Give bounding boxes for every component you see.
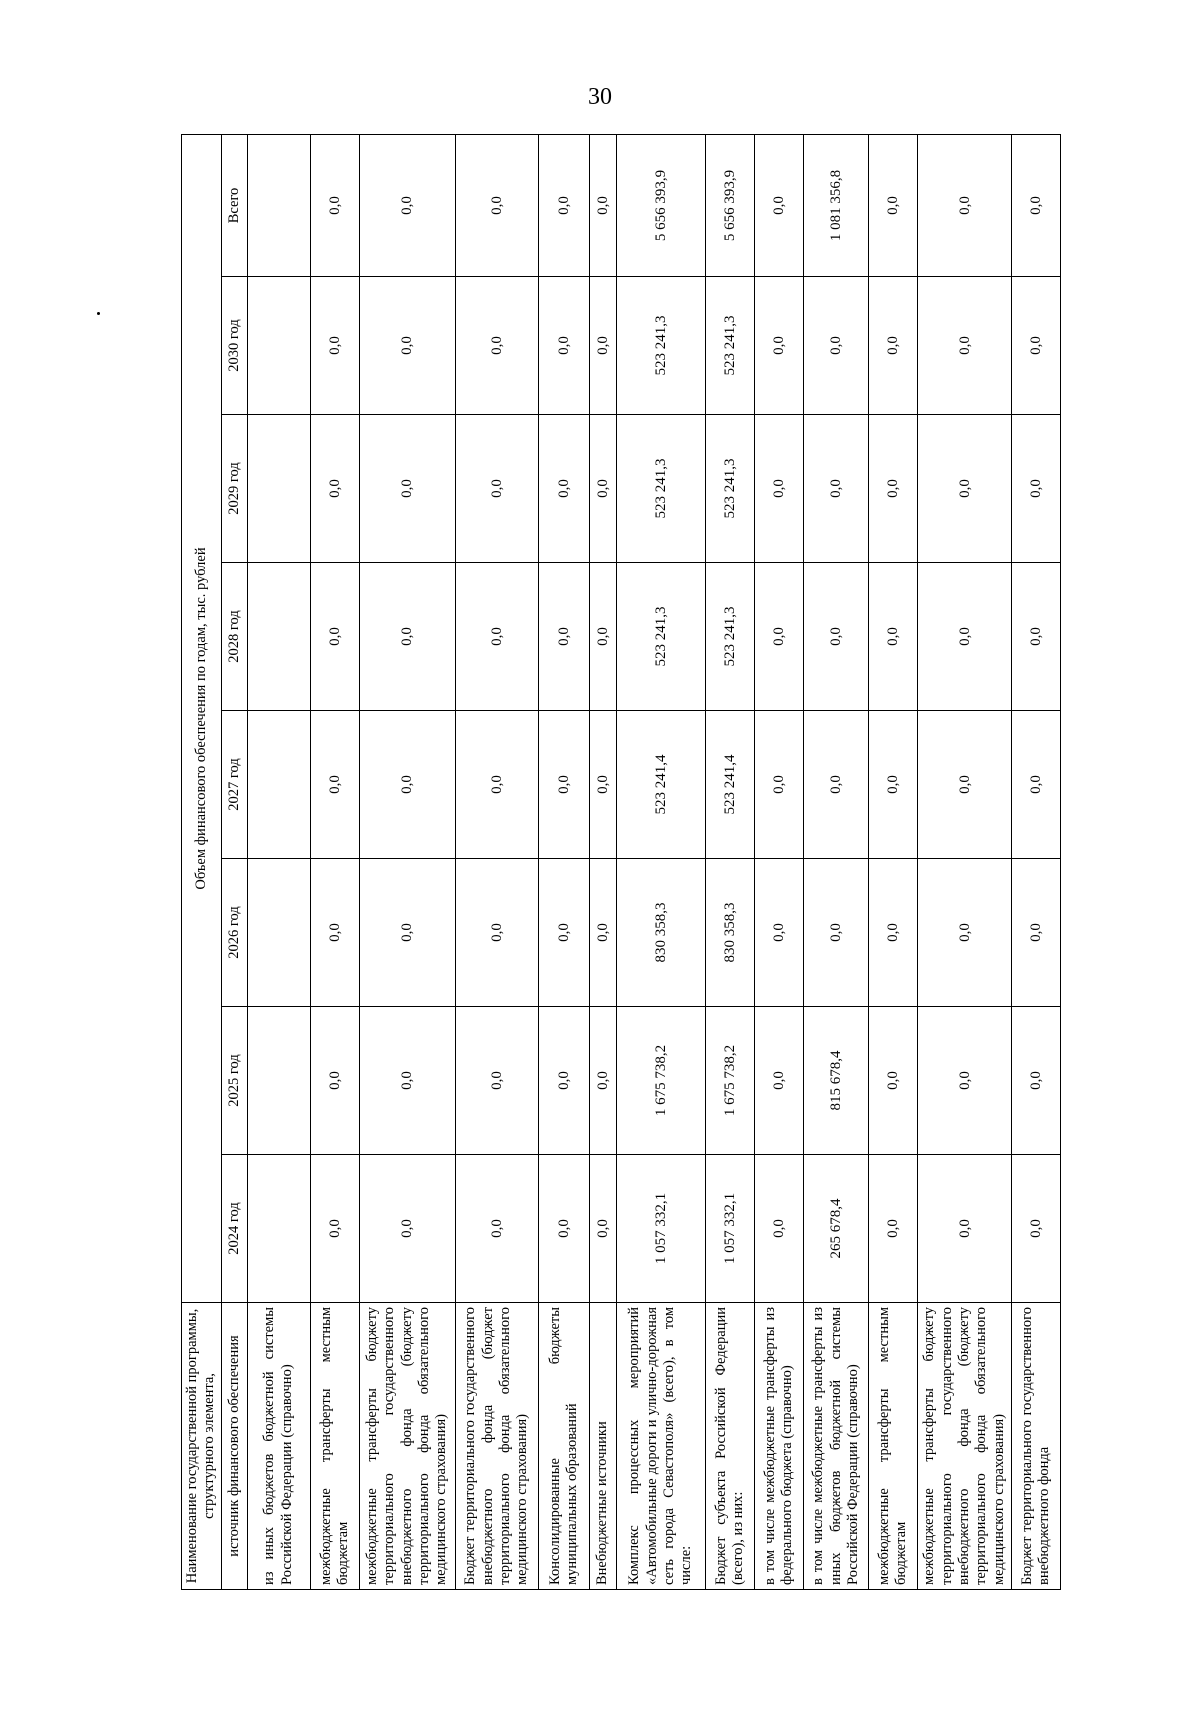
cell-value: 0,0: [590, 563, 616, 711]
cell-value: 0,0: [1012, 1155, 1061, 1303]
header-year-4: 2028 год: [221, 563, 247, 711]
cell-value: 523 241,3: [616, 277, 706, 415]
cell-value: 0,0: [590, 859, 616, 1007]
cell-value: 523 241,3: [706, 277, 755, 415]
cell-value: 0,0: [755, 859, 804, 1007]
cell-value: [247, 277, 310, 415]
cell-value: 0,0: [1012, 563, 1061, 711]
cell-value: 0,0: [1012, 134, 1061, 276]
cell-value: 0,0: [310, 859, 359, 1007]
cell-value: 0,0: [755, 134, 804, 276]
cell-value: 0,0: [590, 711, 616, 859]
header-name-col: [182, 1303, 222, 1590]
page-number: 30: [588, 84, 612, 110]
cell-value: 0,0: [539, 859, 590, 1007]
cell-value: 0,0: [359, 859, 455, 1007]
cell-value: 0,0: [755, 415, 804, 563]
cell-value: 0,0: [918, 415, 1012, 563]
cell-value: 0,0: [755, 1155, 804, 1303]
table-row: [359, 134, 455, 1589]
header-source-col: источник финансового обеспечения: [221, 1303, 247, 1590]
cell-value: [247, 1007, 310, 1155]
table-row: [590, 134, 616, 1589]
cell-value: 523 241,4: [616, 711, 706, 859]
cell-value: 523 241,3: [706, 415, 755, 563]
cell-value: [247, 859, 310, 1007]
header-volume-group: Объем финансового обеспечения по годам, тыс. рублей: [182, 134, 222, 1302]
table-row: [869, 134, 918, 1589]
cell-value: 0,0: [918, 711, 1012, 859]
row-label: межбюджетные трансферты бюджету территориального государственного внебюджетного фонда (бюджету территориального фонда обязательного медицинского страхования): [918, 1303, 1012, 1590]
table-row: [247, 134, 310, 1589]
cell-value: 0,0: [755, 277, 804, 415]
cell-value: 0,0: [310, 1155, 359, 1303]
cell-value: 1 057 332,1: [616, 1155, 706, 1303]
cell-value: 0,0: [455, 563, 539, 711]
cell-value: 0,0: [359, 563, 455, 711]
cell-value: 0,0: [359, 277, 455, 415]
cell-value: 1 081 356,8: [804, 134, 869, 276]
cell-value: 0,0: [869, 415, 918, 563]
cell-value: 0,0: [455, 277, 539, 415]
cell-value: 0,0: [310, 415, 359, 563]
header-year-0: 2024 год: [221, 1155, 247, 1303]
cell-value: [247, 563, 310, 711]
row-label: Бюджет субъекта Российской Федерации (всего), из них:: [706, 1303, 755, 1590]
cell-value: 0,0: [590, 415, 616, 563]
row-label: из иных бюджетов бюджетной системы Российской Федерации (справочно): [247, 1303, 310, 1590]
table-row: [455, 134, 539, 1589]
table-row: [706, 134, 755, 1589]
cell-value: 0,0: [455, 134, 539, 276]
cell-value: [247, 134, 310, 276]
cell-value: 0,0: [359, 134, 455, 276]
cell-value: 0,0: [918, 563, 1012, 711]
row-label: Консолидированные бюджеты муниципальных образований: [539, 1303, 590, 1590]
cell-value: 0,0: [310, 711, 359, 859]
cell-value: 0,0: [804, 277, 869, 415]
cell-value: 0,0: [310, 277, 359, 415]
cell-value: 0,0: [869, 563, 918, 711]
cell-value: 0,0: [359, 1155, 455, 1303]
cell-value: 0,0: [1012, 277, 1061, 415]
cell-value: 0,0: [804, 711, 869, 859]
cell-value: 523 241,3: [616, 415, 706, 563]
cell-value: 0,0: [590, 1155, 616, 1303]
cell-value: 0,0: [455, 859, 539, 1007]
row-label: Бюджет территориального государственного внебюджетного фонда: [1012, 1303, 1061, 1590]
cell-value: 0,0: [590, 1007, 616, 1155]
cell-value: 1 675 738,2: [616, 1007, 706, 1155]
header-year-3: 2027 год: [221, 711, 247, 859]
cell-value: 0,0: [755, 711, 804, 859]
cell-value: 523 241,3: [706, 563, 755, 711]
table-row: [539, 134, 590, 1589]
cell-value: 830 358,3: [616, 859, 706, 1007]
cell-value: [247, 415, 310, 563]
cell-value: 0,0: [1012, 415, 1061, 563]
cell-value: 1 675 738,2: [706, 1007, 755, 1155]
cell-value: 523 241,3: [616, 563, 706, 711]
cell-value: 0,0: [455, 1155, 539, 1303]
cell-value: 0,0: [918, 859, 1012, 1007]
cell-value: 0,0: [804, 859, 869, 1007]
cell-value: 0,0: [539, 415, 590, 563]
cell-value: 0,0: [310, 134, 359, 276]
header-year-6: 2030 год: [221, 277, 247, 415]
cell-value: 0,0: [590, 134, 616, 276]
cell-value: 0,0: [869, 1007, 918, 1155]
row-label: межбюджетные трансферты местным бюджетам: [869, 1303, 918, 1590]
cell-value: [247, 711, 310, 859]
cell-value: 0,0: [804, 563, 869, 711]
header-name-col-text: Наименование государственной программы, структурного элемента,: [184, 1308, 218, 1584]
cell-value: 0,0: [455, 415, 539, 563]
cell-value: 0,0: [918, 1155, 1012, 1303]
cell-value: 0,0: [590, 277, 616, 415]
cell-value: 0,0: [918, 277, 1012, 415]
table-row: [616, 134, 706, 1589]
row-label: Внебюджетные источники: [590, 1303, 616, 1590]
cell-value: 0,0: [869, 1155, 918, 1303]
header-year-2: 2026 год: [221, 859, 247, 1007]
cell-value: 0,0: [755, 1007, 804, 1155]
cell-value: 0,0: [455, 1007, 539, 1155]
cell-value: 5 656 393,9: [616, 134, 706, 276]
cell-value: 830 358,3: [706, 859, 755, 1007]
cell-value: 0,0: [539, 1007, 590, 1155]
table-row: [918, 134, 1012, 1589]
row-label: Комплекс процессных мероприятий «Автомобильные дороги и улично-дорожная сеть города Севастополя» (всего), в том числе:: [616, 1303, 706, 1590]
row-label: в том числе межбюджетные трансферты из иных бюджетов бюджетной системы Российской Федерации (справочно): [804, 1303, 869, 1590]
row-label: межбюджетные трансферты бюджету территориального государственного внебюджетного фонда (бюджету территориального фонда обязательного медицинского страхования): [359, 1303, 455, 1590]
cell-value: 0,0: [359, 415, 455, 563]
cell-value: 0,0: [1012, 711, 1061, 859]
cell-value: 0,0: [455, 711, 539, 859]
header-year-1: 2025 год: [221, 1007, 247, 1155]
cell-value: 523 241,4: [706, 711, 755, 859]
table-row: [804, 134, 869, 1589]
table-body: [247, 134, 1060, 1589]
cell-value: 0,0: [869, 277, 918, 415]
cell-value: 0,0: [869, 134, 918, 276]
cell-value: 0,0: [918, 1007, 1012, 1155]
cell-value: 0,0: [539, 1155, 590, 1303]
cell-value: 1 057 332,1: [706, 1155, 755, 1303]
cell-value: [247, 1155, 310, 1303]
table-row: [755, 134, 804, 1589]
cell-value: 0,0: [539, 563, 590, 711]
cell-value: 0,0: [1012, 859, 1061, 1007]
row-label: в том числе межбюджетные трансферты из федерального бюджета (справочно): [755, 1303, 804, 1590]
cell-value: 5 656 393,9: [706, 134, 755, 276]
cell-value: 0,0: [1012, 1007, 1061, 1155]
row-label: Бюджет территориального государственного внебюджетного фонда (бюджет территориального фонда обязательного медицинского страхования): [455, 1303, 539, 1590]
cell-value: 0,0: [359, 1007, 455, 1155]
financing-table: [181, 134, 1061, 1590]
cell-value: 265 678,4: [804, 1155, 869, 1303]
cell-value: 0,0: [918, 134, 1012, 276]
cell-value: 815 678,4: [804, 1007, 869, 1155]
cell-value: 0,0: [539, 277, 590, 415]
cell-value: 0,0: [539, 134, 590, 276]
header-year-5: 2029 год: [221, 415, 247, 563]
table-row: [1012, 134, 1061, 1589]
cell-value: 0,0: [310, 563, 359, 711]
header-year-7: Всего: [221, 134, 247, 276]
cell-value: 0,0: [869, 859, 918, 1007]
rotated-table-wrapper: [181, 135, 1061, 1590]
table-row: [310, 134, 359, 1589]
scan-speck: [97, 312, 100, 315]
cell-value: 0,0: [359, 711, 455, 859]
row-label: межбюджетные трансферты местным бюджетам: [310, 1303, 359, 1590]
cell-value: 0,0: [804, 415, 869, 563]
cell-value: 0,0: [755, 563, 804, 711]
cell-value: 0,0: [869, 711, 918, 859]
cell-value: 0,0: [539, 711, 590, 859]
cell-value: 0,0: [310, 1007, 359, 1155]
